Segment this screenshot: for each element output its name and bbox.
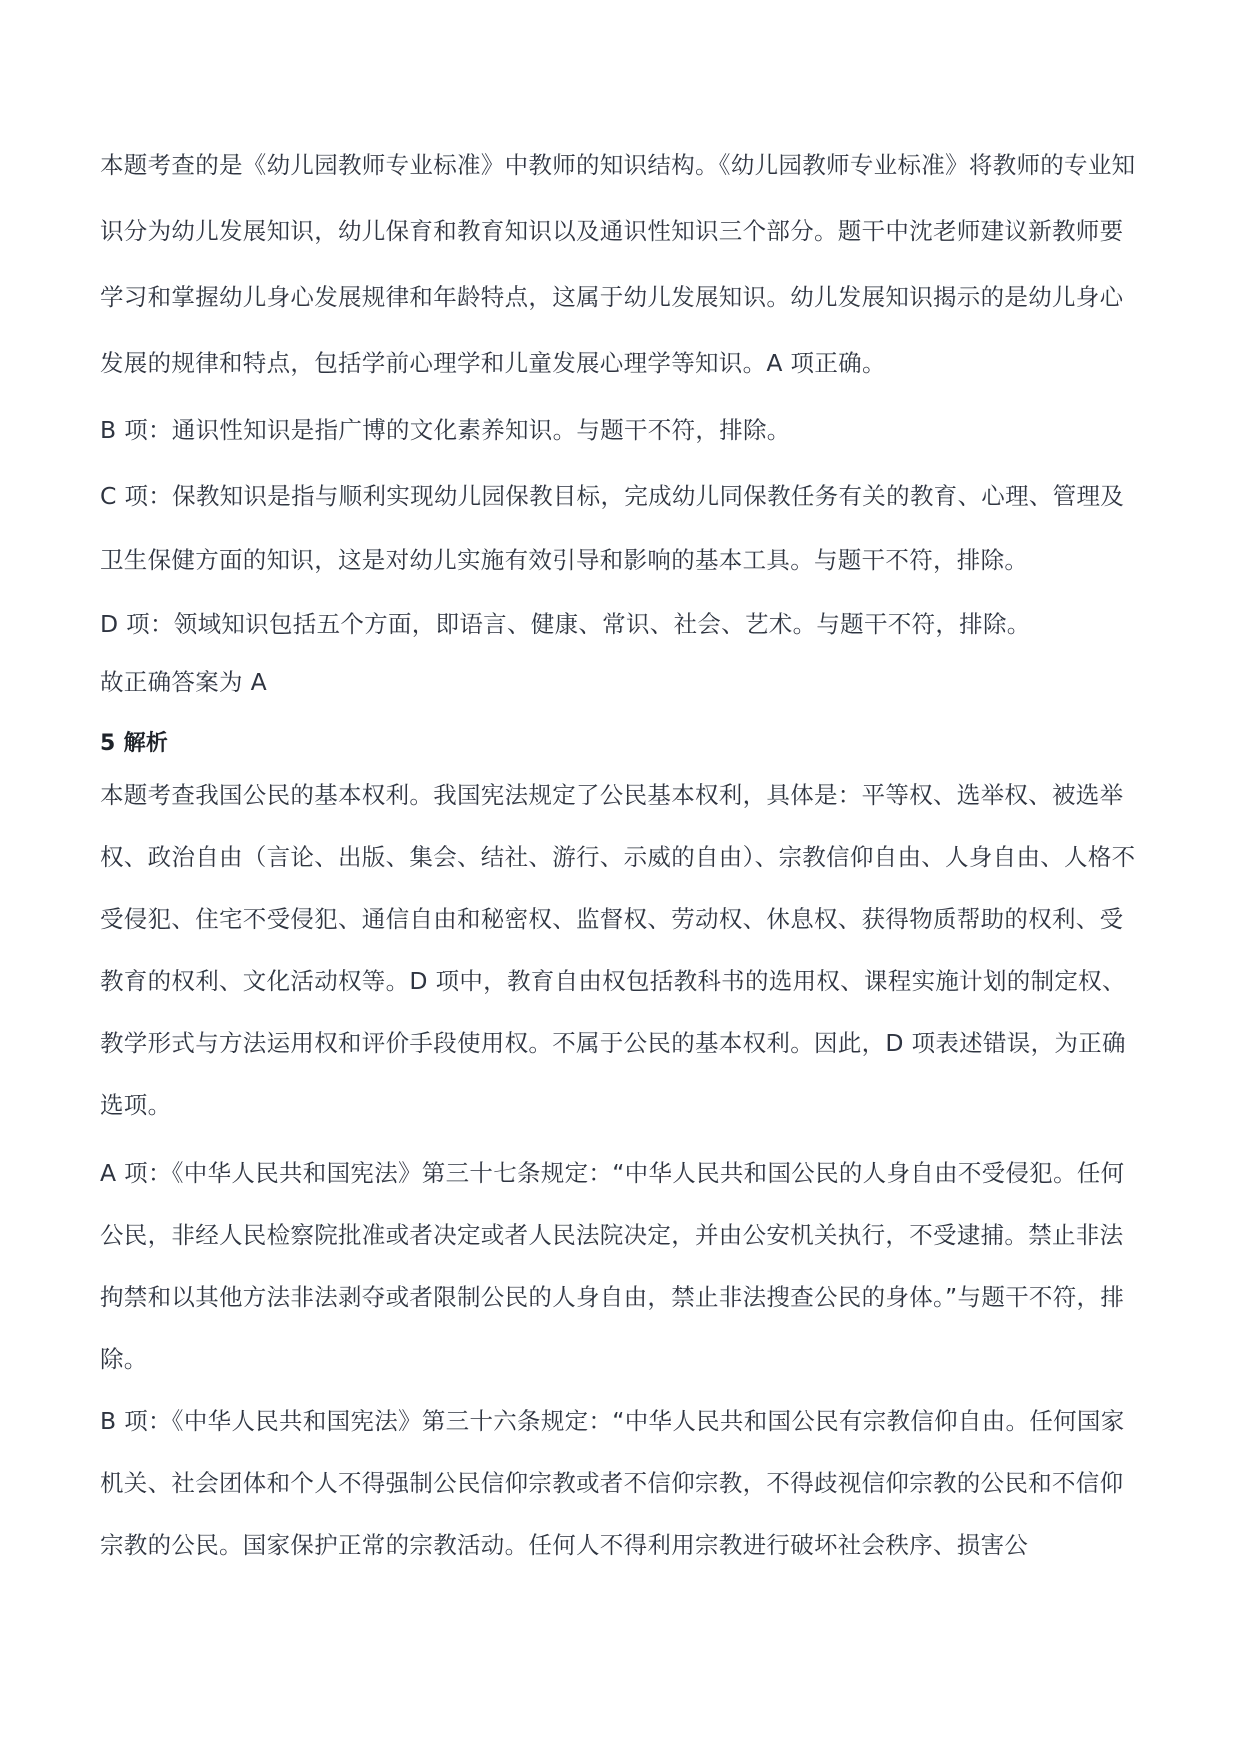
q5-heading: 5 解析 — [100, 731, 169, 756]
q5-option-a-paragraph: A 项：《中华人民共和国宪法》第三十七条规定：“中华人民共和国公民的人身自由不受侵犯。任何公民，非经人民检察院批准或者决定或者人民法院决定，并由公安机关执行，不受逮捕。禁止非法拘禁和以其他方法非法剥夺或者限制公民的人身自由，禁止非法搜查公民的身体。”与题干不符，排除。 — [100, 1159, 1125, 1373]
q5-intro-paragraph: 本题考查我国公民的基本权利。我国宪法规定了公民基本权利，具体是：平等权、选举权、被选举权、政治自由（言论、出版、集会、结社、游行、示威的自由）、宗教信仰自由、人身自由、人格不受侵犯、住宅不受侵犯、通信自由和秘密权、监督权、劳动权、休息权、获得物质帮助的权利、受教育的权利、文化活动权等。D 项中，教育自由权包括教科书的选用权、课程实施计划的制定权、教学形式与方法运用权和评价手段使用权。不属于公民的基本权利。因此，D 项表述错误，为正确选项。 — [100, 781, 1136, 1119]
q4-option-b-paragraph: B 项：通识性知识是指广博的文化素养知识。与题干不符，排除。 — [100, 416, 791, 444]
q4-intro-paragraph: 本题考查的是《幼儿园教师专业标准》中教师的知识结构。《幼儿园教师专业标准》将教师的专业知识分为幼儿发展知识，幼儿保育和教育知识以及通识性知识三个部分。题干中沈老师建议新教师要学习和掌握幼儿身心发展规律和年龄特点，这属于幼儿发展知识。幼儿发展知识揭示的是幼儿身心发展的规律和特点，包括学前心理学和儿童发展心理学等知识。A 项正确。 — [100, 151, 1136, 377]
q4-option-c-paragraph: C 项：保教知识是指与顺利实现幼儿园保教目标，完成幼儿同保教任务有关的教育、心理、管理及卫生保健方面的知识，这是对幼儿实施有效引导和影响的基本工具。与题干不符，排除。 — [100, 482, 1125, 574]
q5-option-b-paragraph: B 项：《中华人民共和国宪法》第三十六条规定：“中华人民共和国公民有宗教信仰自由。任何国家机关、社会团体和个人不得强制公民信仰宗教或者不信仰宗教，不得歧视信仰宗教的公民和不信仰宗教的公民。国家保护正常的宗教活动。任何人不得利用宗教进行破坏社会秩序、损害公 — [100, 1407, 1125, 1559]
q4-option-d-paragraph: D 项：领域知识包括五个方面，即语言、健康、常识、社会、艺术。与题干不符，排除。 — [100, 610, 1031, 638]
q4-answer-line: 故正确答案为 A — [100, 668, 267, 696]
document-page — [100, 132, 1144, 1576]
